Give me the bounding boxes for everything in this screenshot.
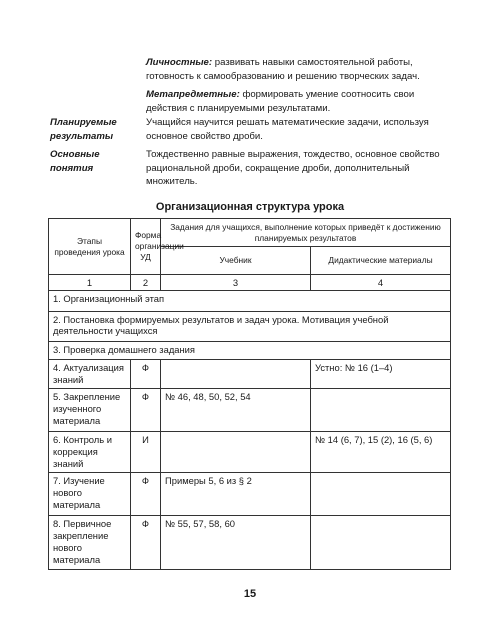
stage-name: 4. Актуализация знаний xyxy=(49,360,131,389)
stage-didactic xyxy=(311,473,451,516)
personal-outcomes xyxy=(146,56,446,84)
column-numbers-row xyxy=(49,275,451,291)
key-concepts-term: Основные понятия xyxy=(50,149,100,174)
stage-organizational: 1. Организационный этап xyxy=(49,291,451,312)
stage-textbook: Примеры 5, 6 из § 2 xyxy=(161,473,311,516)
table-row xyxy=(49,432,451,473)
meta-outcomes-label: Метапредметные: xyxy=(146,89,240,100)
stage-goal-setting: 2. Постановка формируемых результатов и задач урока. Мотивация учебной деятельности учащихся xyxy=(49,312,451,342)
stage-textbook: № 46, 48, 50, 52, 54 xyxy=(161,389,311,432)
column-number: 1 xyxy=(49,275,131,291)
section-title: Организационная структура урока xyxy=(155,201,345,213)
personal-outcomes-label: Личностные: xyxy=(146,57,213,68)
header-tasks: Задания для учащихся, выполнение которых приведёт к достижению планируемых результатов xyxy=(161,219,451,247)
stage-homework-check: 3. Проверка домашнего задания xyxy=(49,342,451,360)
planned-results-term: Планируемые результаты xyxy=(50,117,117,142)
page-number: 15 xyxy=(243,588,257,600)
key-concepts-row xyxy=(50,148,450,194)
stage-didactic: № 14 (6, 7), 15 (2), 16 (5, 6) xyxy=(311,432,451,473)
table-row xyxy=(49,473,451,516)
stage-textbook: № 55, 57, 58, 60 xyxy=(161,516,311,570)
lesson-structure-table xyxy=(48,218,451,570)
stage-form: Ф xyxy=(131,516,161,570)
stage-didactic xyxy=(311,516,451,570)
header-didactic: Дидактические материалы xyxy=(311,247,451,275)
table-row xyxy=(49,389,451,432)
key-concepts-text: Тождественно равные выражения, тождество, основное свойство рациональной дроби, сокращение дроби, дополнительный множитель. xyxy=(146,149,440,187)
stage-row-wide xyxy=(49,291,451,312)
stage-didactic: Устно: № 16 (1–4) xyxy=(311,360,451,389)
table-row xyxy=(49,516,451,570)
meta-outcomes-text: формировать умение соотносить свои действия с планируемыми результатами. xyxy=(146,89,415,114)
stage-name: 8. Первичное закрепление нового материала xyxy=(49,516,131,570)
meta-outcomes xyxy=(146,88,446,116)
planned-results-text: Учащийся научится решать математические задачи, используя основное свойство дроби. xyxy=(146,117,429,142)
planned-results-row xyxy=(50,116,450,148)
personal-outcomes-text: развивать навыки самостоятельной работы, готовность к самообразованию и решению творческих задач. xyxy=(146,57,420,82)
stage-form: И xyxy=(131,432,161,473)
stage-name: 6. Контроль и коррекция знаний xyxy=(49,432,131,473)
stage-textbook xyxy=(161,360,311,389)
learning-outcomes-intro xyxy=(146,56,446,120)
stage-textbook xyxy=(161,432,311,473)
stage-name: 7. Изучение нового материала xyxy=(49,473,131,516)
column-number: 2 xyxy=(131,275,161,291)
column-number: 3 xyxy=(161,275,311,291)
stage-name: 5. Закрепление изученного материала xyxy=(49,389,131,432)
header-stages: Этапы проведения урока xyxy=(49,219,131,275)
stage-didactic xyxy=(311,389,451,432)
stage-form: Ф xyxy=(131,389,161,432)
stage-form: Ф xyxy=(131,360,161,389)
stage-row-wide xyxy=(49,312,451,342)
column-number: 4 xyxy=(311,275,451,291)
header-textbook: Учебник xyxy=(161,247,311,275)
stage-form: Ф xyxy=(131,473,161,516)
header-row xyxy=(49,219,451,247)
table-row xyxy=(49,360,451,389)
stage-row-wide xyxy=(49,342,451,360)
header-form: Форма организации УД xyxy=(131,219,161,275)
